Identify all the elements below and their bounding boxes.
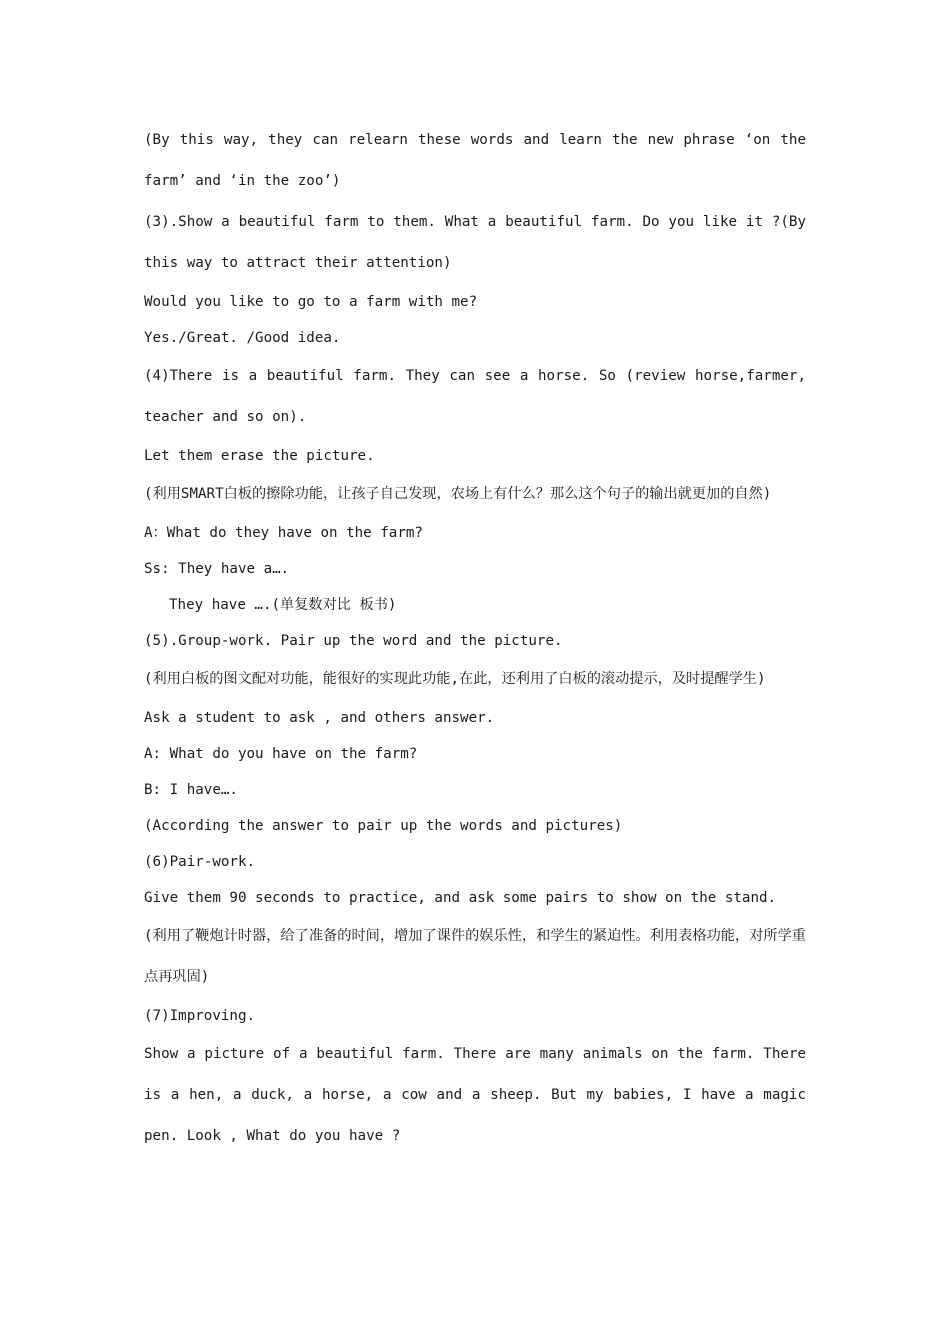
- paragraph-8: A：What do they have on the farm?: [144, 525, 423, 541]
- paragraph-12: (利用白板的图文配对功能，能很好的实现此功能,在此，还利用了白板的滚动提示，及时提醒学生): [144, 671, 766, 687]
- paragraph-1: (By this way, they can relearn these words and learn the new phrase ‘on the farm’ and ‘in the zoo’): [144, 132, 806, 189]
- paragraph-9: Ss: They have a….: [144, 561, 290, 577]
- paragraph-14: A: What do you have on the farm?: [144, 746, 418, 762]
- paragraph-7: (利用SMART白板的擦除功能，让孩子自己发现，农场上有什么？那么这个句子的输出就更加的自然): [144, 486, 772, 502]
- paragraph-16: (According the answer to pair up the words and pictures): [144, 818, 623, 834]
- paragraph-10: They have ….(单复数对比 板书): [169, 597, 397, 613]
- paragraph-21: Show a picture of a beautiful farm. There are many animals on the farm. There is a hen, a duck, a horse, a cow and a sheep. But my babies, I have a magic pen. Look , What do you have ?: [144, 1046, 806, 1144]
- paragraph-5: (4)There is a beautiful farm. They can see a horse. So (review horse,farmer, teacher and so on).: [144, 368, 806, 425]
- paragraph-13: Ask a student to ask , and others answer.: [144, 710, 495, 726]
- paragraph-6: Let them erase the picture.: [144, 448, 375, 464]
- paragraph-17: (6)Pair-work.: [144, 854, 256, 870]
- paragraph-2: (3).Show a beautiful farm to them. What a beautiful farm. Do you like it ?(By this way to attract their attention): [144, 214, 806, 271]
- paragraph-15: B: I have….: [144, 782, 238, 798]
- paragraph-18: Give them 90 seconds to practice, and ask some pairs to show on the stand.: [144, 890, 777, 906]
- paragraph-19: (利用了鞭炮计时器，给了准备的时间，增加了课件的娱乐性，和学生的紧迫性。利用表格功能，对所学重点再巩固): [144, 928, 806, 985]
- paragraph-3: Would you like to go to a farm with me?: [144, 294, 478, 310]
- paragraph-4: Yes./Great. /Good idea.: [144, 330, 341, 346]
- paragraph-11: (5).Group-work. Pair up the word and the picture.: [144, 633, 563, 649]
- paragraph-20: (7)Improving.: [144, 1008, 256, 1024]
- document-page: [144, 120, 806, 1157]
